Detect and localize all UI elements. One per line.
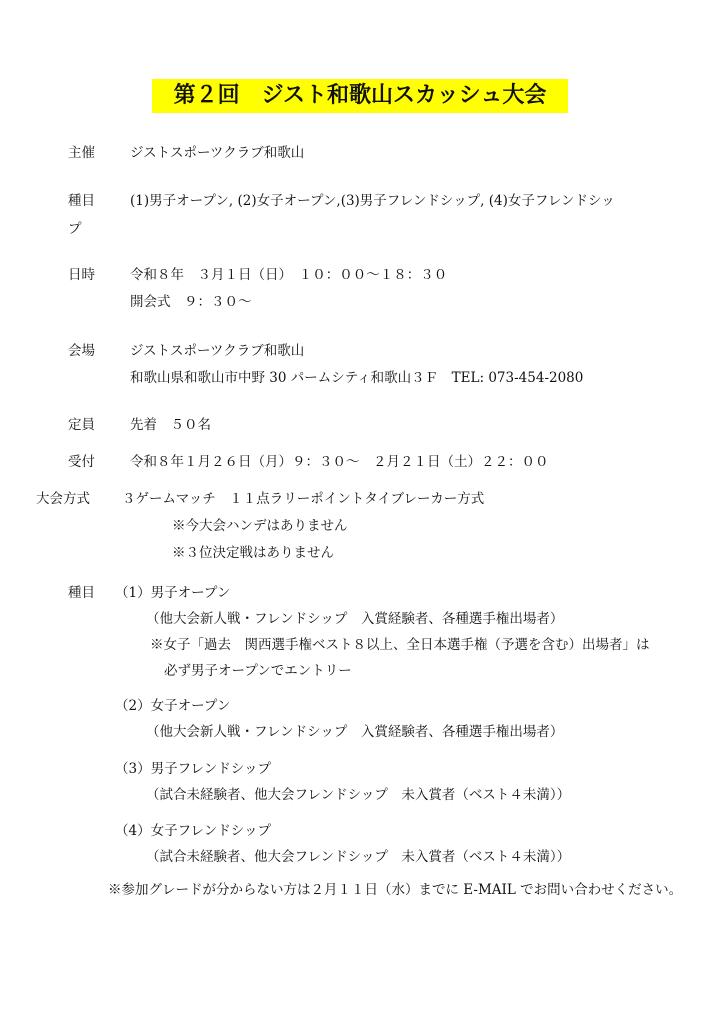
category-desc: （他大会新人戦・フレンドシップ 入賞経験者、各種選手権出場者） [146, 724, 564, 740]
venue-name: ジストスポーツクラブ和歌山 [130, 343, 305, 359]
datetime-date: 令和８年 ３月１日（日） １０：００～１８：３０ [130, 267, 448, 283]
category-heading: （2）女子オープン [115, 698, 231, 714]
format-value: ３ゲームマッチ １１点ラリーポイントタイブレーカー方式 [122, 491, 485, 507]
category-note-continued: 必ず男子オープンでエントリー [164, 663, 352, 679]
registration-value: 令和８年１月２６日（月）９：３０～ ２月２１日（土）２２：００ [130, 454, 549, 470]
registration-label: 受付 [68, 454, 95, 470]
organizer-label: 主催 [68, 145, 95, 161]
category-note: ※女子「過去 関西選手権ベスト８以上、全日本選手権（予選を含む）出場者」は [150, 637, 650, 653]
opening-ceremony: 開会式 ９：３０～ [130, 294, 252, 310]
events-value: (1)男子オープン, (2)女子オープン,(3)男子フレンドシップ, (4)女子フレンドシッ [130, 193, 615, 209]
capacity-value: 先着 ５０名 [130, 417, 211, 433]
category-heading: （3）男子フレンドシップ [115, 761, 271, 777]
categories-label: 種目 [68, 585, 95, 601]
category-desc: （試合未経験者、他大会フレンドシップ 未入賞者（ベスト４未満）） [146, 787, 571, 803]
events-label: 種目 [68, 193, 95, 209]
datetime-label: 日時 [68, 267, 95, 283]
category-desc: （他大会新人戦・フレンドシップ 入賞経験者、各種選手権出場者） [146, 611, 564, 627]
category-heading: （1）男子オープン [115, 585, 231, 601]
format-note-handicap: ※今大会ハンデはありません [172, 518, 348, 534]
capacity-label: 定員 [68, 417, 95, 433]
footer-note: ※参加グレードが分からない方は２月１１日（水）までに E-MAIL でお問い合わせください。 [108, 882, 683, 898]
venue-address: 和歌山県和歌山市中野 30 パームシティ和歌山３Ｆ TEL: 073-454-2080 [130, 370, 584, 386]
venue-label: 会場 [68, 343, 95, 359]
category-heading: （4）女子フレンドシップ [115, 823, 271, 839]
events-value-wrap: プ [68, 221, 82, 237]
organizer-value: ジストスポーツクラブ和歌山 [130, 145, 305, 161]
category-desc: （試合未経験者、他大会フレンドシップ 未入賞者（ベスト４未満）） [146, 849, 571, 865]
format-label: 大会方式 [36, 491, 90, 507]
page-title: 第２回 ジスト和歌山スカッシュ大会 [152, 79, 568, 113]
format-note-third-place: ※３位決定戦はありません [172, 545, 334, 561]
